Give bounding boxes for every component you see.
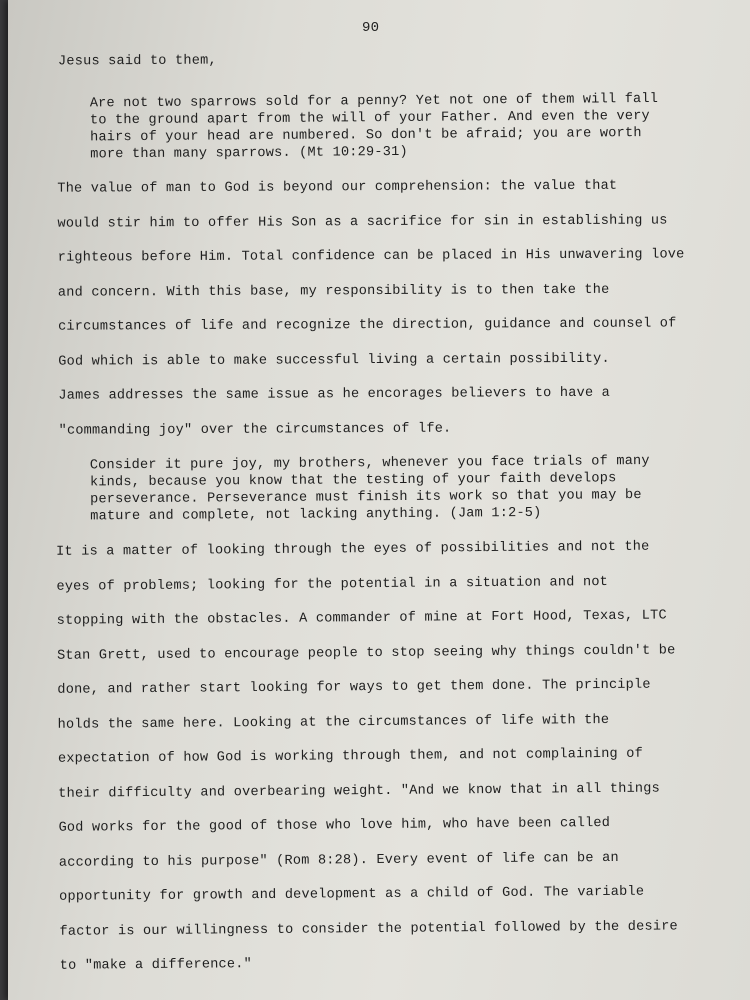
body-paragraph-1 (57, 176, 698, 455)
body-paragraph-2 (56, 537, 700, 991)
body-line: eyes of problems; looking for the potential in a situation and not (56, 574, 609, 595)
page-number: 90 (362, 20, 380, 36)
document-page (8, 0, 750, 1000)
body-line: done, and rather start looking for ways to get them done. The principle (57, 677, 651, 698)
body-line: opportunity for growth and development as a child of God. The variable (59, 884, 645, 905)
intro-line: Jesus said to them, (57, 53, 217, 70)
body-line: "commanding joy" over the circumstances of lfe. (58, 421, 452, 439)
body-line: It is a matter of looking through the eyes of possibilities and not the (56, 539, 650, 560)
quote-line: kinds, because you know that the testing of your faith develops (89, 471, 617, 491)
body-line: God works for the good of those who love him, who have been called (58, 815, 611, 836)
body-line: Stan Grett, used to encourage people to stop seeing why things couldn't be (56, 642, 676, 664)
body-line: factor is our willingness to consider the potential followed by the desire (59, 918, 678, 940)
quote-line: more than many sparrows. (Mt 10:29-31) (90, 144, 408, 163)
body-line: would stir him to offer His Son as a sacrifice for sin in establishing us (57, 212, 668, 232)
body-line: expectation of how God is working through them, and not complaining of (57, 746, 644, 767)
body-line: James addresses the same issue as he encorages believers to have a (58, 385, 611, 404)
quote-line: Consider it pure joy, my brothers, whenever you face trials of many (89, 453, 650, 474)
quote-line: perseverance. Perseverance must finish its work so that you may be (90, 488, 642, 508)
body-line: righteous before Him. Total confidence can be placed in His unwavering love (57, 247, 685, 266)
quote-line: mature and complete, not lacking anything. (Jam 1:2-5) (90, 505, 542, 525)
body-line: to "make a difference." (59, 957, 253, 974)
body-line: circumstances of life and recognize the direction, guidance and counsel of (58, 316, 677, 335)
scripture-quote-james (90, 453, 697, 526)
quote-line: to the ground apart from the will of your Father. And even the very (89, 108, 650, 129)
body-line: their difficulty and overbearing weight. "And we know that in all things (58, 781, 661, 802)
quote-line: Are not two sparrows sold for a penny? Yet not one of them will fall (89, 91, 659, 112)
quote-line: hairs of your head are numbered. So don't be afraid; you are worth (90, 126, 642, 146)
body-line: God which is able to make successful living a certain possibility. (58, 351, 610, 370)
body-line: holds the same here. Looking at the circumstances of life with the (57, 712, 610, 733)
scripture-quote-matthew (90, 91, 697, 164)
body-line: The value of man to God is beyond our comprehension: the value that (57, 178, 618, 197)
body-line: according to his purpose" (Rom 8:28). Every event of life can be an (58, 850, 619, 871)
body-line: and concern. With this base, my responsibility is to then take the (57, 282, 610, 301)
body-line: stopping with the obstacles. A commander of mine at Fort Hood, Texas, LTC (56, 608, 667, 629)
